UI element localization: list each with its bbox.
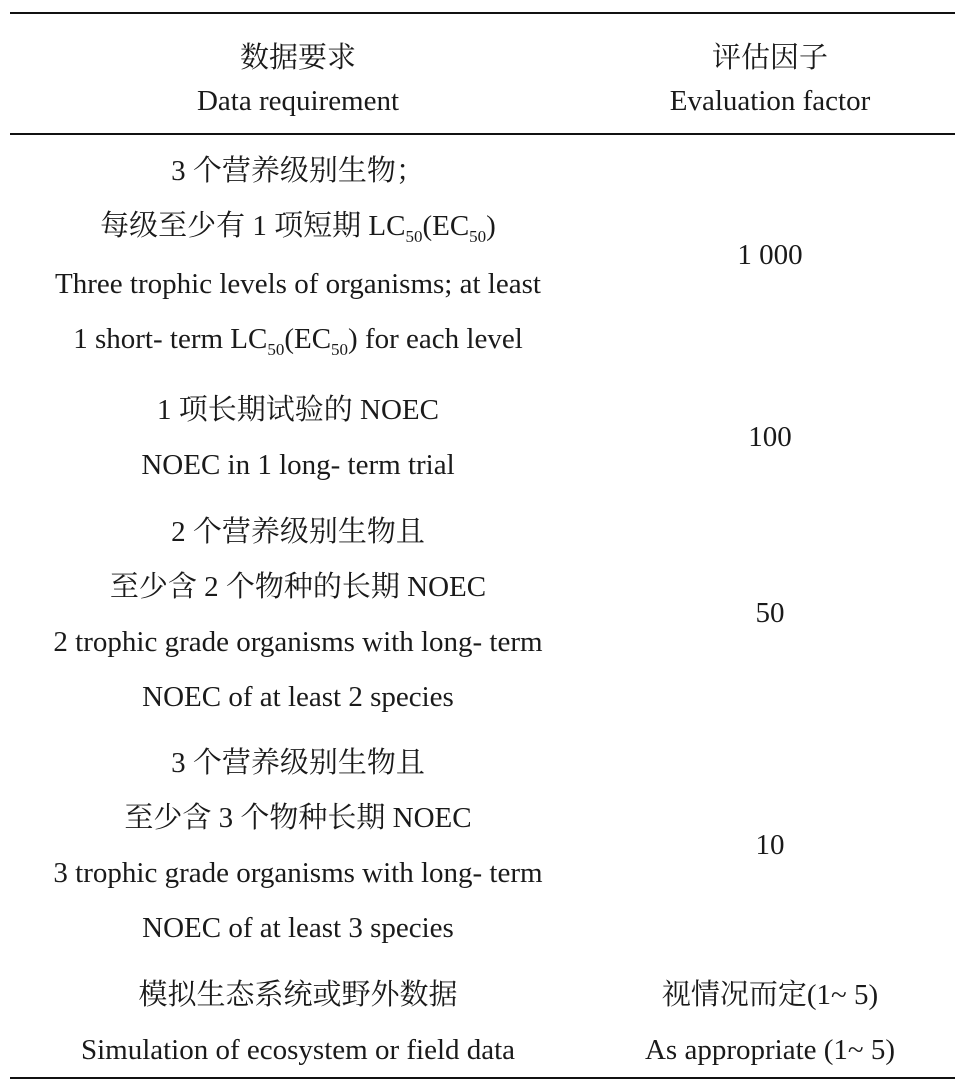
header-col1-en: Data requirement bbox=[196, 85, 400, 117]
row5-req-en1: Simulation of ecosystem or field data bbox=[80, 1034, 516, 1066]
row2-factor: 100 bbox=[748, 421, 792, 453]
row3-req-zh1: 2 个营养级别生物且 bbox=[171, 516, 425, 548]
header-col2-en: Evaluation factor bbox=[669, 85, 871, 117]
row2-req-zh1: 1 项长期试验的 NOEC bbox=[157, 394, 439, 426]
header-col2-zh: 评估因子 bbox=[711, 42, 829, 74]
row3-factor: 50 bbox=[755, 597, 785, 629]
row5-factor-en: As appropriate (1~ 5) bbox=[644, 1034, 896, 1066]
row1-req-en2: 1 short- term $LC_{50}(EC_{50})$ for each level bbox=[73, 323, 523, 359]
row1-req-zh2: 每级至少有 1 项短期 $LC_{50}(EC_{50})$ bbox=[100, 210, 496, 246]
row4-factor: 10 bbox=[755, 829, 785, 861]
row3-req-en1: 2 trophic grade organisms with long- term bbox=[53, 626, 543, 658]
row2-req-en1: NOEC in 1 long- term trial bbox=[141, 449, 455, 481]
row1-factor: 1 000 bbox=[737, 239, 803, 271]
row4-req-zh2: 至少含 3 个物种长期 NOEC bbox=[124, 802, 472, 834]
row3-req-en2: NOEC of at least 2 species bbox=[142, 681, 454, 713]
row4-req-en2: NOEC of at least 3 species bbox=[142, 912, 454, 944]
row1-req-zh1: 3 个营养级别生物； bbox=[171, 155, 425, 187]
header-col1-zh: 数据要求 bbox=[239, 42, 357, 74]
bottom-rule bbox=[10, 1077, 955, 1079]
row5-factor-zh: 视情况而定(1~ 5) bbox=[661, 979, 879, 1011]
top-rule bbox=[10, 12, 955, 14]
row3-req-zh2: 至少含 2 个物种的长期 NOEC bbox=[109, 571, 487, 603]
header-rule bbox=[10, 133, 955, 135]
row5-req-zh1: 模拟生态系统或野外数据 bbox=[138, 979, 458, 1011]
row4-req-zh1: 3 个营养级别生物且 bbox=[171, 747, 425, 779]
row1-req-en1: Three trophic levels of organisms; at least bbox=[55, 268, 541, 300]
row4-req-en1: 3 trophic grade organisms with long- term bbox=[53, 857, 543, 889]
